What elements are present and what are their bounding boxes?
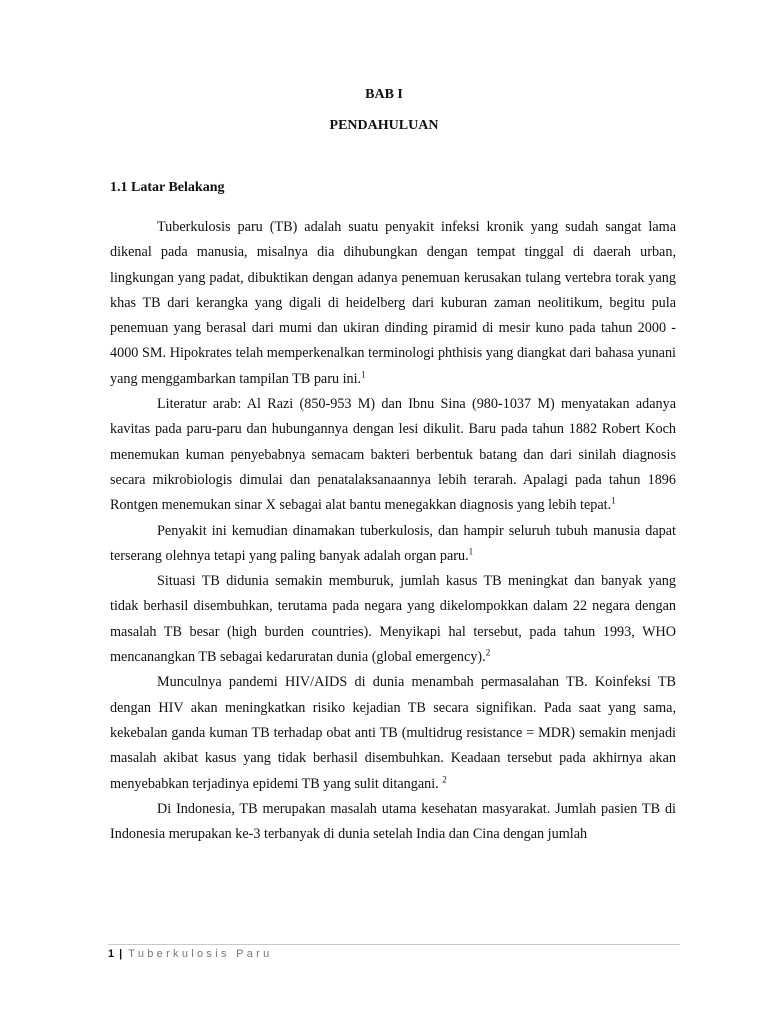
footnote-ref: 1 xyxy=(468,546,474,557)
footnote-ref: 2 xyxy=(442,773,447,784)
footer-separator: | xyxy=(119,948,123,960)
footnote-ref: 1 xyxy=(361,369,366,380)
paragraph xyxy=(110,797,676,848)
page-number: 1 xyxy=(108,948,115,960)
paragraph xyxy=(110,519,676,570)
body-text xyxy=(110,215,676,847)
section-heading: 1.1 Latar Belakang xyxy=(110,180,225,195)
paragraph xyxy=(110,670,676,796)
chapter-title: PENDAHULUAN xyxy=(329,118,439,133)
paragraph-text: Di Indonesia, TB merupakan masalah utama kesehatan masyarakat. Jumlah pasien TB di Indonesia merupakan ke-3 terbanyak di dunia setelah India dan Cina dengan jumlah xyxy=(110,800,676,843)
paragraph xyxy=(110,392,676,518)
paragraph-text: Literatur arab: Al Razi (850-953 M) dan Ibnu Sina (980-1037 M) menyatakan adanya kavitas pada paru-paru dan hubungannya dengan lesi dikulit. Baru pada tahun 1882 Robert Koch menemukan kuman penyebabnya semacam bakteri berbentuk batang dan dari sinilah diagnosis secara mikrobiologis dimulai dan penatalaksanaannya lebih terarah. Apalagi pada tahun 1896 Rontgen menemukan sinar X sebagai alat bantu menegakkan diagnosis yang lebih tepat. xyxy=(110,396,676,514)
footer-divider xyxy=(108,944,680,945)
paragraph xyxy=(110,569,676,670)
paragraph-text: Tuberkulosis paru (TB) adalah suatu penyakit infeksi kronik yang sudah sangat lama dikenal pada manusia, misalnya dia dihubungkan dengan tempat tinggal di daerah urban, lingkungan yang padat, dibuktikan dengan adanya penemuan kerusakan tulang vertebra torak yang khas TB dari kerangka yang digali di heidelberg dari kuburan zaman neolitikum, begitu pula penemuan yang berasal dari mumi dan ukiran dinding piramid di mesir kuno pada tahun 2000 - 4000 SM. Hipokrates telah memperkenalkan terminologi phthisis yang diangkat dari bahasa yunani yang menggambarkan tampilan TB paru ini. xyxy=(110,219,676,387)
running-title: Tuberkulosis Paru xyxy=(128,948,273,960)
footnote-ref: 1 xyxy=(611,495,616,506)
footnote-ref: 2 xyxy=(485,647,491,658)
chapter-number: BAB I xyxy=(365,87,403,102)
page-footer xyxy=(108,948,273,960)
paragraph-text: Munculnya pandemi HIV/AIDS di dunia menambah permasalahan TB. Koinfeksi TB dengan HIV akan meningkatkan risiko kejadian TB secara signifikan. Pada saat yang sama, kekebalan ganda kuman TB terhadap obat anti TB (multidrug resistance = MDR) semakin menjadi masalah akibat kasus yang tidak berhasil disembuhkan. Keadaan tersebut pada akhirnya akan menyebabkan terjadinya epidemi TB yang sulit ditangani. xyxy=(110,674,676,792)
paragraph-text: Penyakit ini kemudian dinamakan tuberkulosis, dan hampir seluruh tubuh manusia dapat terserang olehnya tetapi yang paling banyak adalah organ paru. xyxy=(110,522,676,564)
paragraph-text: Situasi TB didunia semakin memburuk, jumlah kasus TB meningkat dan banyak yang tidak berhasil disembuhkan, terutama pada negara yang dikelompokkan dalam 22 negara dengan masalah TB besar (high burden countries). Menyikapi hal tersebut, pada tahun 1993, WHO mencanangkan TB sebagai kedaruratan dunia (global emergency). xyxy=(110,573,676,666)
paragraph xyxy=(110,215,676,392)
